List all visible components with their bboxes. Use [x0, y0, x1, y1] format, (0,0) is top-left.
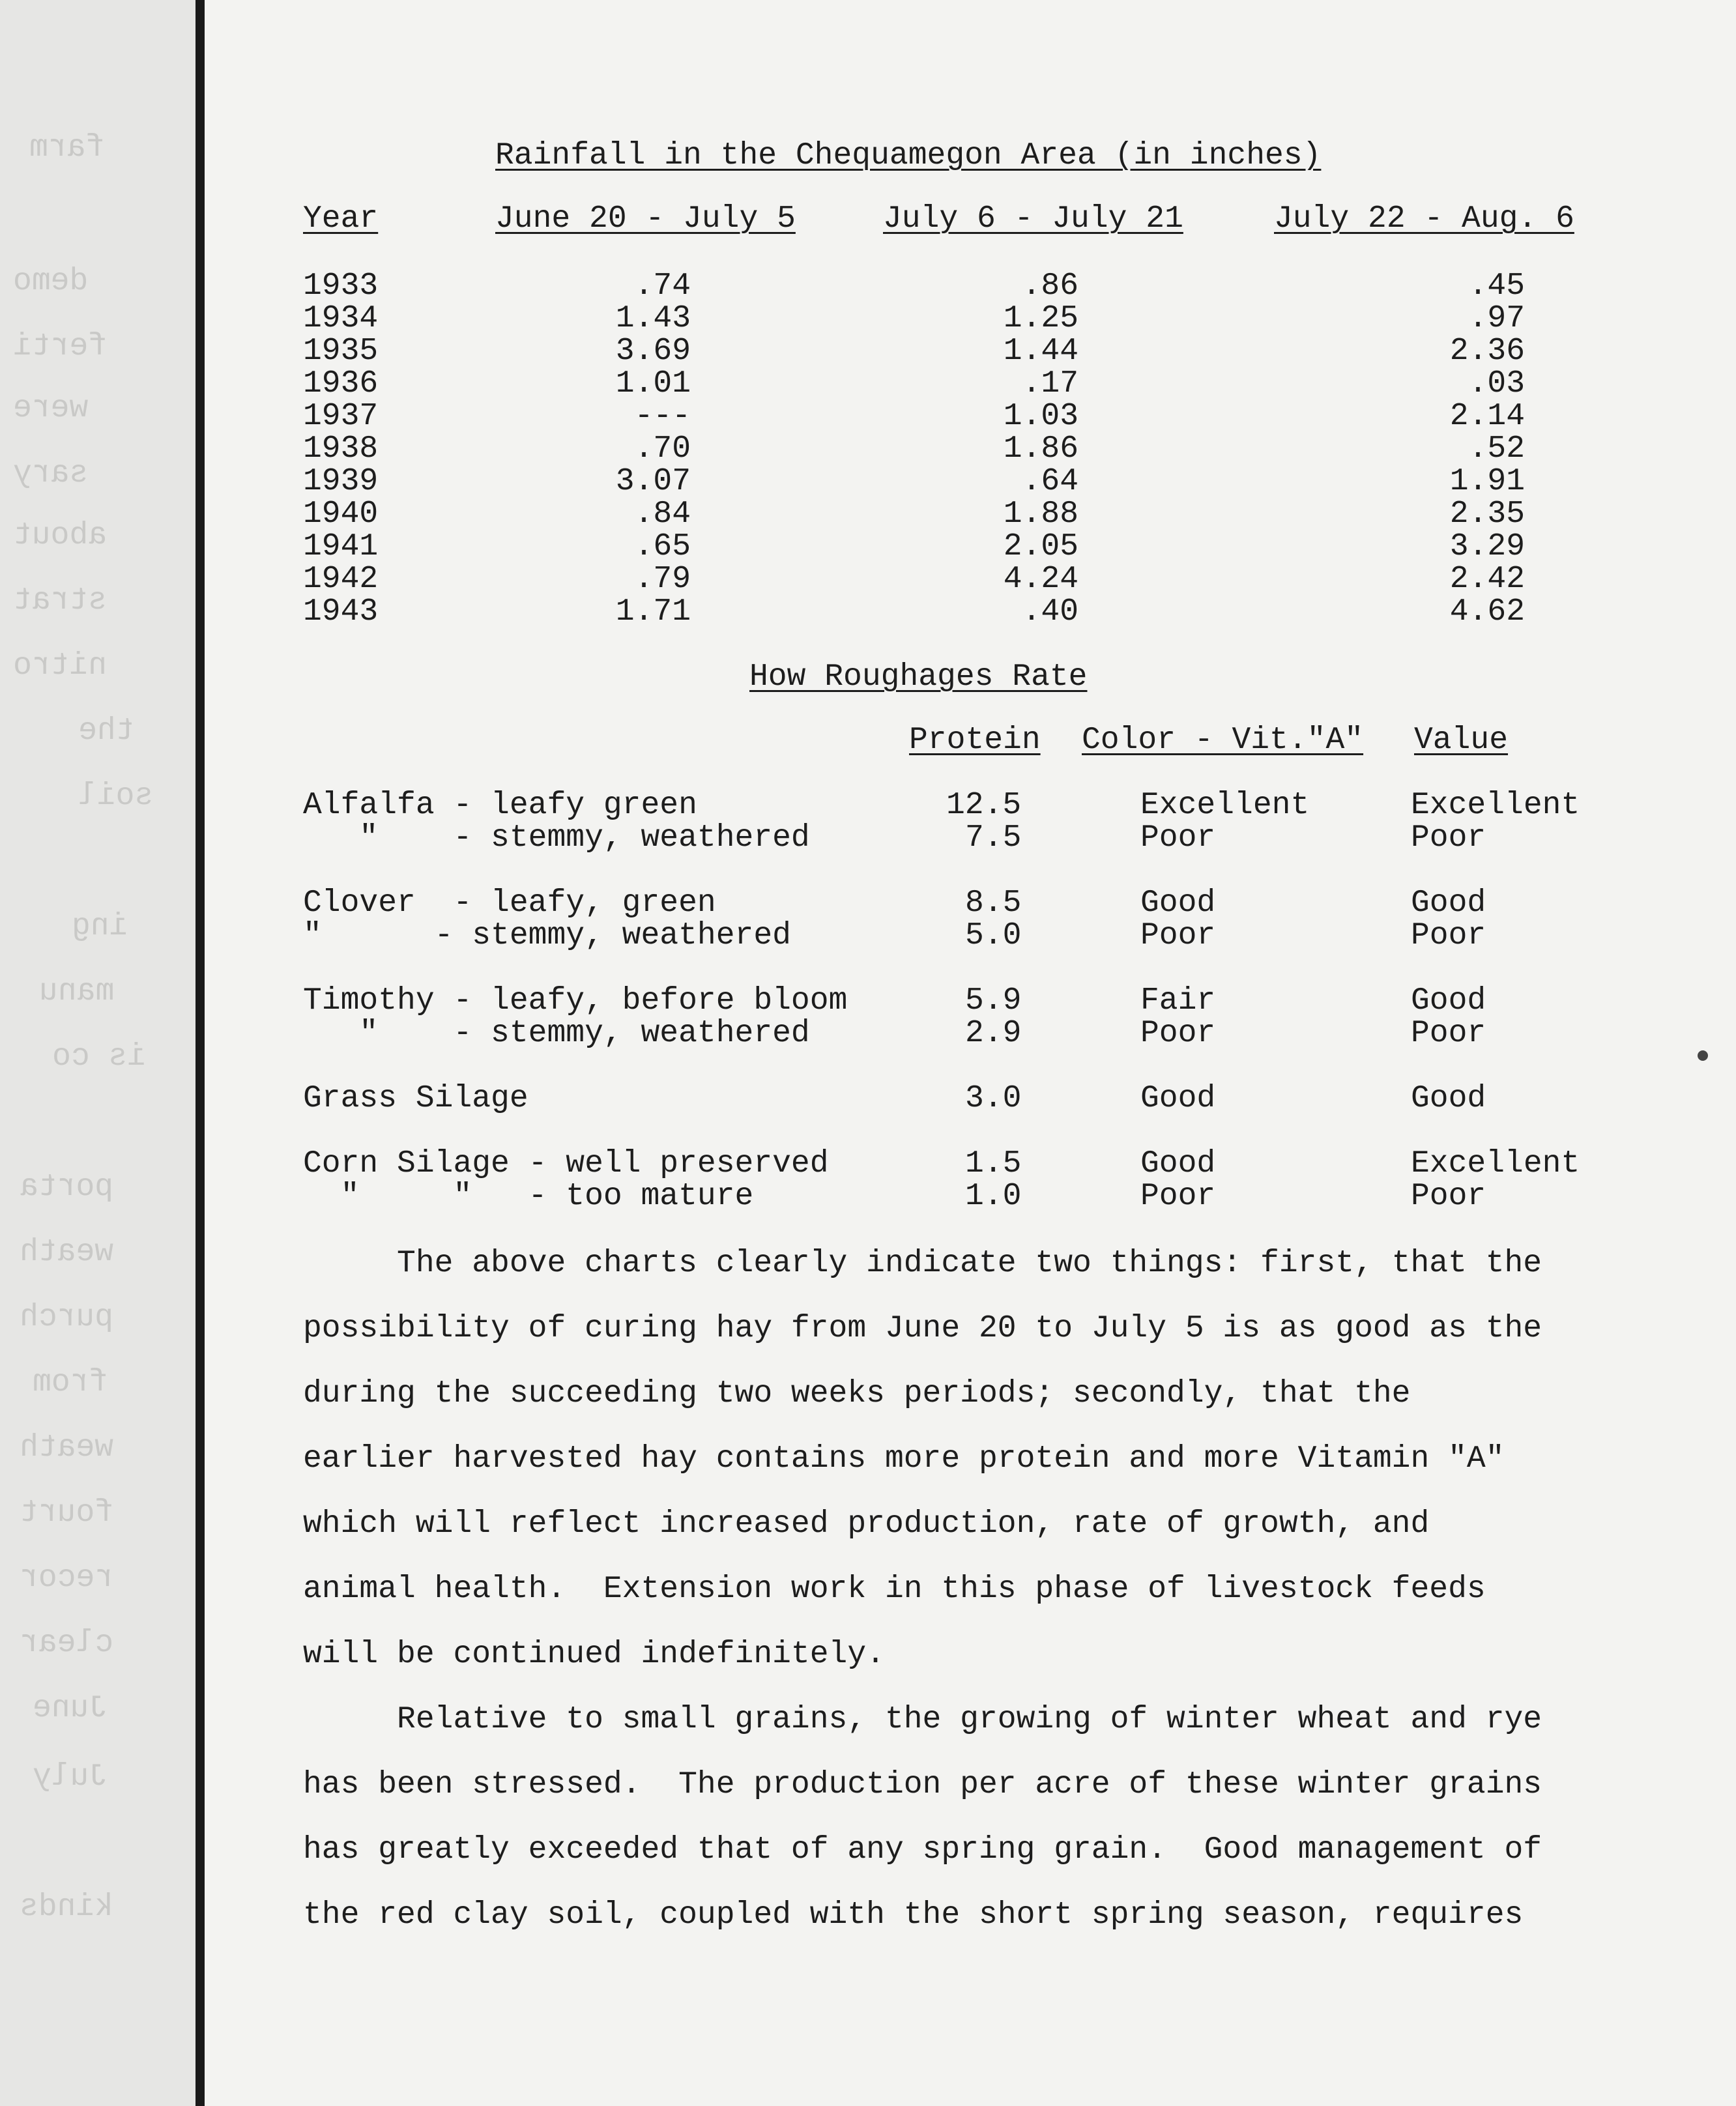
rainfall-value-july-early: 4.24	[1003, 562, 1078, 597]
rainfall-year: 1940	[303, 497, 379, 532]
margin-ghost-word: June	[33, 1691, 108, 1726]
roughage-protein: 7.5	[965, 820, 1022, 856]
roughage-color-rating: Poor	[1140, 918, 1216, 953]
roughage-name: Timothy - leafy, before bloom	[303, 983, 848, 1018]
roughage-name: " " - too mature	[303, 1179, 754, 1214]
rainfall-year: 1937	[303, 399, 379, 434]
rainfall-value-july-late: 2.36	[1449, 334, 1525, 369]
rainfall-value-july-late: .97	[1468, 301, 1525, 336]
margin-ghost-word: purch	[20, 1300, 114, 1335]
rainfall-value-june: .65	[634, 529, 691, 564]
roughages-table-title: How Roughages Rate	[749, 659, 1088, 695]
rainfall-value-july-late: .45	[1468, 268, 1525, 304]
rainfall-header-period-3: July 22 - Aug. 6	[1274, 201, 1574, 237]
margin-ghost-word: from	[33, 1365, 108, 1400]
rainfall-table-title: Rainfall in the Chequamegon Area (in inches)	[495, 138, 1322, 173]
paragraph-line: which will reflect increased production, rate of growth, and	[303, 1507, 1430, 1542]
roughage-protein: 5.9	[965, 983, 1022, 1018]
rainfall-value-june: .84	[634, 497, 691, 532]
roughage-color-rating: Poor	[1140, 1179, 1216, 1214]
rainfall-value-june: ---	[634, 399, 691, 434]
roughage-protein: 3.0	[965, 1081, 1022, 1116]
rainfall-value-july-early: 2.05	[1003, 529, 1078, 564]
roughage-color-rating: Good	[1140, 1146, 1216, 1181]
ink-speck	[1698, 1050, 1708, 1061]
roughage-name: " - stemmy, weathered	[303, 1016, 810, 1051]
rainfall-value-july-late: 2.35	[1449, 497, 1525, 532]
margin-ghost-word: demo	[13, 264, 89, 299]
rainfall-value-july-late: .52	[1468, 431, 1525, 467]
roughage-value-rating: Good	[1411, 886, 1486, 921]
roughage-value-rating: Poor	[1411, 1179, 1486, 1214]
roughage-name: " - stemmy, weathered	[303, 820, 810, 856]
rainfall-value-july-early: 1.88	[1003, 497, 1078, 532]
margin-ghost-word: ing	[72, 909, 128, 944]
rainfall-header-period-1: June 20 - July 5	[495, 201, 796, 237]
roughage-value-rating: Good	[1411, 983, 1486, 1018]
rainfall-year: 1936	[303, 366, 379, 401]
roughage-protein: 1.5	[965, 1146, 1022, 1181]
rainfall-value-june: .74	[634, 268, 691, 304]
margin-ghost-word: sary	[13, 456, 89, 491]
rainfall-year: 1934	[303, 301, 379, 336]
rainfall-value-june: 1.71	[615, 594, 691, 629]
rainfall-year: 1939	[303, 464, 379, 499]
paragraph-line: The above charts clearly indicate two things: first, that the	[303, 1246, 1542, 1281]
roughage-name: Alfalfa - leafy green	[303, 788, 697, 823]
margin-ghost-word: weath	[20, 1430, 114, 1465]
roughage-color-rating: Excellent	[1140, 788, 1310, 823]
margin-ghost-word: soil	[78, 779, 154, 814]
rainfall-value-july-late: 2.14	[1449, 399, 1525, 434]
binder-edge	[195, 0, 205, 2106]
rainfall-year: 1941	[303, 529, 379, 564]
roughage-value-rating: Excellent	[1411, 1146, 1580, 1181]
margin-ghost-word: farm	[29, 130, 105, 166]
roughage-protein: 1.0	[965, 1179, 1022, 1214]
roughages-header-protein: Protein	[909, 723, 1041, 758]
rainfall-value-july-early: .64	[1022, 464, 1078, 499]
roughage-value-rating: Poor	[1411, 1016, 1486, 1051]
margin-ghost-word: the	[78, 714, 135, 749]
paragraph-line: possibility of curing hay from June 20 to July 5 is as good as the	[303, 1311, 1542, 1346]
paragraph-line: has been stressed. The production per acre of these winter grains	[303, 1767, 1542, 1802]
paragraph-line: has greatly exceeded that of any spring grain. Good management of	[303, 1832, 1542, 1868]
roughage-color-rating: Poor	[1140, 820, 1216, 856]
rainfall-value-july-early: 1.03	[1003, 399, 1078, 434]
rainfall-year: 1933	[303, 268, 379, 304]
roughage-name: Corn Silage - well preserved	[303, 1146, 829, 1181]
rainfall-value-july-early: 1.86	[1003, 431, 1078, 467]
margin-ghost-word: ferti	[13, 329, 108, 364]
roughage-name: Grass Silage	[303, 1081, 528, 1116]
rainfall-value-june: 3.69	[615, 334, 691, 369]
rainfall-year: 1935	[303, 334, 379, 369]
roughage-protein: 2.9	[965, 1016, 1022, 1051]
margin-ghost-word: is co	[52, 1039, 147, 1075]
rainfall-value-june: .70	[634, 431, 691, 467]
rainfall-header-year: Year	[303, 201, 379, 237]
rainfall-value-july-early: .40	[1022, 594, 1078, 629]
paragraph-line: earlier harvested hay contains more protein and more Vitamin "A"	[303, 1441, 1505, 1477]
rainfall-year: 1938	[303, 431, 379, 467]
paragraph-line: Relative to small grains, the growing of winter wheat and rye	[303, 1702, 1542, 1737]
rainfall-value-july-early: .17	[1022, 366, 1078, 401]
margin-ghost-word: fourt	[20, 1495, 114, 1531]
roughage-value-rating: Poor	[1411, 820, 1486, 856]
roughage-value-rating: Excellent	[1411, 788, 1580, 823]
rainfall-value-july-early: 1.25	[1003, 301, 1078, 336]
rainfall-value-june: .79	[634, 562, 691, 597]
margin-ghost-word: kinds	[20, 1890, 114, 1925]
roughage-name: Clover - leafy, green	[303, 886, 716, 921]
roughages-header-color: Color - Vit."A"	[1082, 723, 1364, 758]
roughage-protein: 8.5	[965, 886, 1022, 921]
rainfall-value-july-late: 2.42	[1449, 562, 1525, 597]
margin-ghost-word: porta	[20, 1170, 114, 1205]
margin-ghost-word: were	[13, 391, 89, 426]
roughage-value-rating: Poor	[1411, 918, 1486, 953]
roughage-protein: 12.5	[946, 788, 1022, 823]
margin-ghost-word: clear	[20, 1626, 114, 1661]
roughage-color-rating: Fair	[1140, 983, 1216, 1018]
rainfall-value-july-early: 1.44	[1003, 334, 1078, 369]
left-page-margin	[0, 0, 195, 2106]
margin-ghost-word: manu	[39, 974, 115, 1009]
paragraph-line: will be continued indefinitely.	[303, 1637, 885, 1672]
paragraph-line: during the succeeding two weeks periods; secondly, that the	[303, 1376, 1411, 1411]
roughage-color-rating: Poor	[1140, 1016, 1216, 1051]
roughage-name: " - stemmy, weathered	[303, 918, 791, 953]
rainfall-value-june: 1.43	[615, 301, 691, 336]
paragraph-line: the red clay soil, coupled with the short spring season, requires	[303, 1897, 1524, 1933]
roughage-value-rating: Good	[1411, 1081, 1486, 1116]
margin-ghost-word: July	[33, 1759, 108, 1795]
roughage-color-rating: Good	[1140, 886, 1216, 921]
margin-ghost-word: nitro	[13, 648, 108, 684]
margin-ghost-word: about	[13, 518, 108, 553]
rainfall-value-june: 3.07	[615, 464, 691, 499]
margin-ghost-word: weath	[20, 1235, 114, 1270]
rainfall-value-july-early: .86	[1022, 268, 1078, 304]
roughages-header-value: Value	[1414, 723, 1509, 758]
rainfall-header-period-2: July 6 - July 21	[883, 201, 1183, 237]
roughage-protein: 5.0	[965, 918, 1022, 953]
roughage-color-rating: Good	[1140, 1081, 1216, 1116]
paragraph-line: animal health. Extension work in this phase of livestock feeds	[303, 1572, 1486, 1607]
rainfall-value-june: 1.01	[615, 366, 691, 401]
margin-ghost-word: recor	[20, 1561, 114, 1596]
rainfall-value-july-late: 3.29	[1449, 529, 1525, 564]
rainfall-value-july-late: .03	[1468, 366, 1525, 401]
rainfall-year: 1942	[303, 562, 379, 597]
rainfall-value-july-late: 1.91	[1449, 464, 1525, 499]
margin-ghost-word: strat	[13, 583, 108, 618]
rainfall-year: 1943	[303, 594, 379, 629]
rainfall-value-july-late: 4.62	[1449, 594, 1525, 629]
